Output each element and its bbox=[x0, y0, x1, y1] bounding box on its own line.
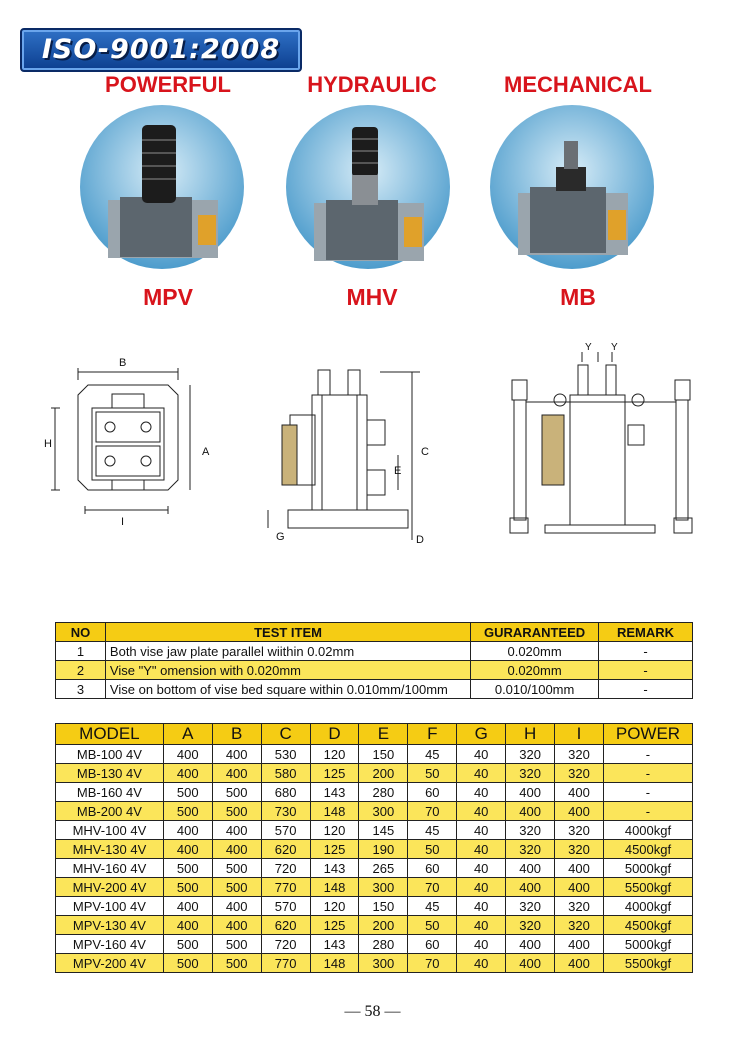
table-cell: 60 bbox=[408, 859, 457, 878]
table-cell: 40 bbox=[457, 916, 506, 935]
table-cell: - bbox=[599, 661, 693, 680]
table-cell: 320 bbox=[555, 897, 604, 916]
dim-label-y-left: Y bbox=[585, 342, 592, 353]
table-cell: 148 bbox=[310, 802, 359, 821]
test-header-guaranteed: GURARANTEED bbox=[471, 623, 599, 642]
test-header-remark: REMARK bbox=[599, 623, 693, 642]
dim-label-g: G bbox=[276, 531, 285, 543]
table-cell: 5000kgf bbox=[603, 935, 692, 954]
test-item-table bbox=[55, 622, 693, 699]
table-cell: 200 bbox=[359, 764, 408, 783]
page-number: — 58 — bbox=[344, 1003, 401, 1020]
table-row bbox=[56, 897, 693, 916]
dim-label-d: D bbox=[416, 534, 424, 546]
dim-label-i: I bbox=[121, 516, 125, 528]
table-cell: 320 bbox=[555, 840, 604, 859]
table-cell: 280 bbox=[359, 935, 408, 954]
table-cell: 70 bbox=[408, 954, 457, 973]
table-row bbox=[56, 821, 693, 840]
side-view-drawing bbox=[260, 360, 440, 545]
model-name-cell: MHV-200 4V bbox=[56, 878, 164, 897]
table-cell: 0.020mm bbox=[471, 642, 599, 661]
table-cell: 500 bbox=[212, 954, 261, 973]
table-cell: 45 bbox=[408, 821, 457, 840]
table-cell: 300 bbox=[359, 802, 408, 821]
model-name-cell: MB-130 4V bbox=[56, 764, 164, 783]
table-cell: - bbox=[599, 680, 693, 699]
table-cell: 50 bbox=[408, 916, 457, 935]
table-cell: 1 bbox=[56, 642, 106, 661]
table-cell: 40 bbox=[457, 859, 506, 878]
table-row bbox=[56, 764, 693, 783]
table-cell: 320 bbox=[555, 821, 604, 840]
table-cell: 0.020mm bbox=[471, 661, 599, 680]
model-table-body bbox=[56, 745, 693, 973]
model-name-cell: MPV-100 4V bbox=[56, 897, 164, 916]
table-cell: 500 bbox=[212, 783, 261, 802]
model-name-cell: MHV-130 4V bbox=[56, 840, 164, 859]
table-cell: 40 bbox=[457, 897, 506, 916]
table-row bbox=[56, 935, 693, 954]
table-cell: 400 bbox=[555, 802, 604, 821]
table-row bbox=[56, 802, 693, 821]
table-cell: 2 bbox=[56, 661, 106, 680]
table-cell: 580 bbox=[261, 764, 310, 783]
model-header-a: A bbox=[163, 724, 212, 745]
table-cell: 320 bbox=[506, 840, 555, 859]
table-cell: - bbox=[599, 642, 693, 661]
table-cell: 40 bbox=[457, 878, 506, 897]
table-cell: 40 bbox=[457, 764, 506, 783]
model-name-cell: MB-100 4V bbox=[56, 745, 164, 764]
table-cell: 720 bbox=[261, 935, 310, 954]
model-name-cell: MPV-200 4V bbox=[56, 954, 164, 973]
table-cell: 400 bbox=[212, 764, 261, 783]
table-cell: 145 bbox=[359, 821, 408, 840]
table-cell: 120 bbox=[310, 821, 359, 840]
table-cell: 400 bbox=[506, 954, 555, 973]
table-cell: 70 bbox=[408, 802, 457, 821]
table-cell: 150 bbox=[359, 897, 408, 916]
table-cell: 620 bbox=[261, 840, 310, 859]
dim-label-c: C bbox=[421, 446, 429, 458]
dim-label-h: H bbox=[44, 438, 52, 450]
dim-label-y-right: Y bbox=[611, 342, 618, 353]
table-row bbox=[56, 783, 693, 802]
model-header-h: H bbox=[506, 724, 555, 745]
table-cell: 400 bbox=[212, 916, 261, 935]
table-cell: - bbox=[603, 783, 692, 802]
table-cell: 40 bbox=[457, 954, 506, 973]
table-cell: 70 bbox=[408, 878, 457, 897]
model-name-cell: MB-200 4V bbox=[56, 802, 164, 821]
table-cell: 500 bbox=[163, 859, 212, 878]
table-cell: 4000kgf bbox=[603, 821, 692, 840]
table-cell: - bbox=[603, 802, 692, 821]
table-cell: 500 bbox=[163, 935, 212, 954]
table-row bbox=[56, 680, 693, 699]
table-row bbox=[56, 954, 693, 973]
table-cell: 320 bbox=[555, 745, 604, 764]
model-header-power: POWER bbox=[603, 724, 692, 745]
product-title-powerful: POWERFUL bbox=[105, 72, 231, 97]
model-name-cell: MB-160 4V bbox=[56, 783, 164, 802]
table-cell: 125 bbox=[310, 840, 359, 859]
table-cell: 400 bbox=[163, 840, 212, 859]
model-name-cell: MPV-160 4V bbox=[56, 935, 164, 954]
table-cell: 3 bbox=[56, 680, 106, 699]
model-header-c: C bbox=[261, 724, 310, 745]
model-header-model: MODEL bbox=[56, 724, 164, 745]
product-title-mechanical: MECHANICAL bbox=[504, 72, 652, 97]
table-row bbox=[56, 642, 693, 661]
table-cell: 4000kgf bbox=[603, 897, 692, 916]
table-cell: 500 bbox=[212, 935, 261, 954]
mpv-product-photo bbox=[80, 105, 245, 270]
model-header-e: E bbox=[359, 724, 408, 745]
table-cell: 400 bbox=[555, 783, 604, 802]
table-cell: 400 bbox=[163, 821, 212, 840]
table-cell: 730 bbox=[261, 802, 310, 821]
table-cell: 5000kgf bbox=[603, 859, 692, 878]
table-row bbox=[56, 878, 693, 897]
top-view-drawing bbox=[40, 350, 220, 530]
table-cell: 400 bbox=[163, 897, 212, 916]
model-header-b: B bbox=[212, 724, 261, 745]
table-cell: 4500kgf bbox=[603, 916, 692, 935]
model-header-i: I bbox=[555, 724, 604, 745]
table-cell: 148 bbox=[310, 954, 359, 973]
table-cell: 190 bbox=[359, 840, 408, 859]
test-header-item: TEST ITEM bbox=[105, 623, 470, 642]
table-cell: 150 bbox=[359, 745, 408, 764]
table-cell: 320 bbox=[506, 764, 555, 783]
table-cell: 143 bbox=[310, 783, 359, 802]
table-cell: 300 bbox=[359, 878, 408, 897]
table-cell: 400 bbox=[506, 859, 555, 878]
dim-label-b: B bbox=[119, 357, 127, 369]
table-cell: 40 bbox=[457, 745, 506, 764]
table-cell: 143 bbox=[310, 859, 359, 878]
table-cell: 530 bbox=[261, 745, 310, 764]
table-row bbox=[56, 859, 693, 878]
table-cell: 60 bbox=[408, 935, 457, 954]
mhv-product-photo bbox=[286, 105, 451, 270]
table-row bbox=[56, 916, 693, 935]
table-cell: 400 bbox=[555, 878, 604, 897]
table-cell: 0.010/100mm bbox=[471, 680, 599, 699]
mb-product-photo bbox=[490, 105, 655, 270]
table-cell: 4500kgf bbox=[603, 840, 692, 859]
table-cell: 300 bbox=[359, 954, 408, 973]
dim-label-e: E bbox=[394, 465, 402, 477]
table-cell: 45 bbox=[408, 897, 457, 916]
table-cell: 500 bbox=[163, 783, 212, 802]
product-code-mhv: MHV bbox=[346, 284, 398, 310]
table-cell: 120 bbox=[310, 745, 359, 764]
model-table-header-row bbox=[56, 724, 693, 745]
table-cell: 320 bbox=[506, 821, 555, 840]
table-cell: 5500kgf bbox=[603, 878, 692, 897]
table-cell: 400 bbox=[163, 916, 212, 935]
model-header-d: D bbox=[310, 724, 359, 745]
table-row bbox=[56, 745, 693, 764]
model-name-cell: MPV-130 4V bbox=[56, 916, 164, 935]
table-cell: 5500kgf bbox=[603, 954, 692, 973]
table-cell: 400 bbox=[506, 878, 555, 897]
test-table-header-row bbox=[56, 623, 693, 642]
table-cell: 400 bbox=[163, 745, 212, 764]
table-cell: 500 bbox=[163, 802, 212, 821]
table-cell: 125 bbox=[310, 764, 359, 783]
table-cell: 60 bbox=[408, 783, 457, 802]
table-cell: 320 bbox=[555, 916, 604, 935]
table-cell: 400 bbox=[212, 897, 261, 916]
model-header-f: F bbox=[408, 724, 457, 745]
table-cell: 40 bbox=[457, 935, 506, 954]
iso-badge bbox=[20, 28, 302, 72]
table-cell: 570 bbox=[261, 821, 310, 840]
table-cell: 40 bbox=[457, 783, 506, 802]
table-row bbox=[56, 840, 693, 859]
table-cell: 400 bbox=[506, 935, 555, 954]
table-row bbox=[56, 661, 693, 680]
table-cell: 770 bbox=[261, 954, 310, 973]
table-cell: 400 bbox=[555, 935, 604, 954]
table-cell: 500 bbox=[163, 878, 212, 897]
table-cell: 125 bbox=[310, 916, 359, 935]
table-cell: - bbox=[603, 745, 692, 764]
table-cell: 400 bbox=[163, 764, 212, 783]
table-cell: 320 bbox=[506, 897, 555, 916]
table-cell: 265 bbox=[359, 859, 408, 878]
table-cell: 40 bbox=[457, 821, 506, 840]
table-cell: 680 bbox=[261, 783, 310, 802]
table-cell: 50 bbox=[408, 764, 457, 783]
table-cell: Both vise jaw plate parallel wiithin 0.02mm bbox=[105, 642, 470, 661]
table-cell: 320 bbox=[506, 916, 555, 935]
product-code-mb: MB bbox=[560, 284, 596, 310]
front-view-drawing bbox=[500, 340, 700, 540]
table-cell: 400 bbox=[506, 802, 555, 821]
model-name-cell: MHV-100 4V bbox=[56, 821, 164, 840]
dim-label-a: A bbox=[202, 446, 210, 458]
table-cell: 50 bbox=[408, 840, 457, 859]
table-cell: 40 bbox=[457, 840, 506, 859]
table-cell: - bbox=[603, 764, 692, 783]
table-cell: 500 bbox=[163, 954, 212, 973]
test-header-no: NO bbox=[56, 623, 106, 642]
table-cell: 280 bbox=[359, 783, 408, 802]
table-cell: 200 bbox=[359, 916, 408, 935]
model-name-cell: MHV-160 4V bbox=[56, 859, 164, 878]
table-cell: 500 bbox=[212, 878, 261, 897]
table-cell: 148 bbox=[310, 878, 359, 897]
table-cell: 770 bbox=[261, 878, 310, 897]
table-cell: 400 bbox=[212, 745, 261, 764]
table-cell: 570 bbox=[261, 897, 310, 916]
table-cell: 720 bbox=[261, 859, 310, 878]
table-cell: 40 bbox=[457, 802, 506, 821]
table-cell: 143 bbox=[310, 935, 359, 954]
table-cell: 500 bbox=[212, 802, 261, 821]
table-cell: 120 bbox=[310, 897, 359, 916]
table-cell: 400 bbox=[555, 859, 604, 878]
model-header-g: G bbox=[457, 724, 506, 745]
table-cell: 320 bbox=[506, 745, 555, 764]
table-cell: 45 bbox=[408, 745, 457, 764]
table-cell: Vise on bottom of vise bed square within 0.010mm/100mm bbox=[105, 680, 470, 699]
iso-badge-text: ISO-9001:2008 bbox=[41, 34, 281, 65]
table-cell: 620 bbox=[261, 916, 310, 935]
model-spec-table bbox=[55, 723, 693, 973]
table-cell: 400 bbox=[555, 954, 604, 973]
product-code-mpv: MPV bbox=[143, 284, 193, 310]
table-cell: 400 bbox=[506, 783, 555, 802]
table-cell: 400 bbox=[212, 840, 261, 859]
table-cell: 500 bbox=[212, 859, 261, 878]
table-cell: 400 bbox=[212, 821, 261, 840]
table-cell: Vise "Y" omension with 0.020mm bbox=[105, 661, 470, 680]
product-title-hydraulic: HYDRAULIC bbox=[307, 72, 437, 97]
table-cell: 320 bbox=[555, 764, 604, 783]
